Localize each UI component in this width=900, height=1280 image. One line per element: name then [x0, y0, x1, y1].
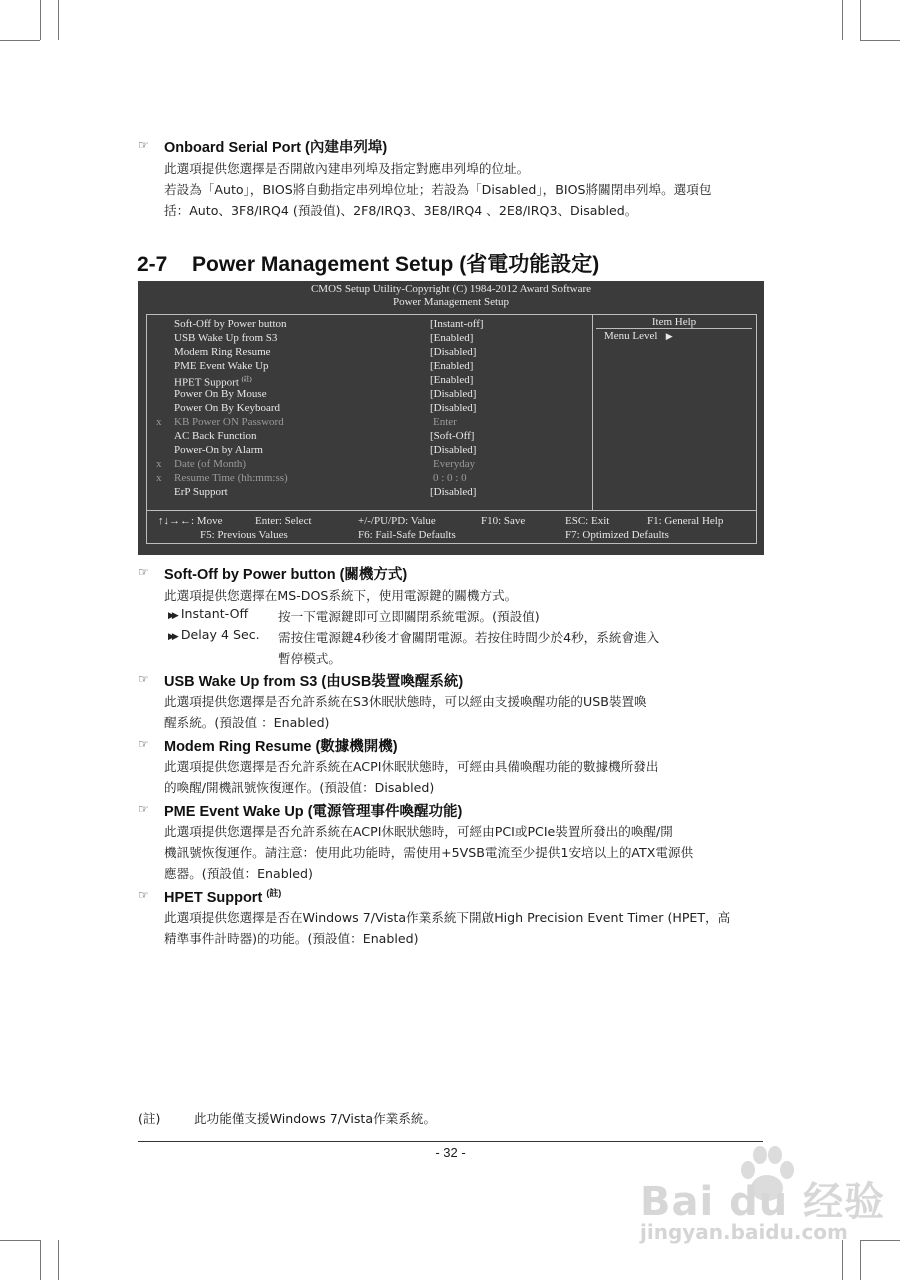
bios-row-label: Power On By Mouse	[174, 388, 267, 400]
bios-row-value: Enter	[433, 416, 457, 428]
bios-row-note: (註)	[241, 377, 252, 383]
crop-mark	[860, 1240, 861, 1280]
key-save: F10: Save	[481, 515, 526, 527]
bios-row-value: [Instant-off]	[430, 318, 484, 330]
text-line: 醒系統。(預設值 ：Enabled)	[164, 715, 330, 730]
bios-row-value: [Enabled]	[430, 332, 474, 344]
bios-row-value: [Disabled]	[430, 444, 477, 456]
bios-row-label: USB Wake Up from S3	[174, 332, 278, 344]
bios-row-label: ErP Support	[174, 486, 228, 498]
crop-mark	[40, 1240, 41, 1280]
softoff-heading: Soft-Off by Power button (關機方式)	[164, 567, 408, 583]
footnote-mark: (註)	[138, 1111, 161, 1126]
bios-title-line1: CMOS Setup Utility-Copyright (C) 1984-2012 Award Software	[310, 283, 592, 295]
pme-heading: PME Event Wake Up (電源管理事件喚醒功能)	[164, 804, 463, 820]
text-line: 暫停模式。	[278, 651, 341, 666]
crop-mark	[58, 1240, 59, 1280]
key-optimized: F7: Optimized Defaults	[565, 529, 669, 541]
key-previous: F5: Previous Values	[200, 529, 288, 541]
bios-screenshot	[138, 281, 764, 555]
bios-row-value: [Disabled]	[430, 402, 477, 414]
crop-mark	[58, 0, 59, 40]
key-exit: ESC: Exit	[565, 515, 610, 527]
bios-row-value: [Disabled]	[430, 486, 477, 498]
crop-mark	[842, 1240, 843, 1280]
pointing-hand-icon: ☞	[138, 138, 149, 152]
watermark-logo: Bai du 经验	[640, 1179, 886, 1225]
pointing-hand-icon: ☞	[138, 565, 149, 579]
option-desc	[278, 627, 659, 669]
text-line: 此選項提供您選擇是否在Windows 7/Vista作業系統下開啟High Precision Event Timer (HPET，高	[164, 910, 731, 925]
bios-row-value: [Disabled]	[430, 388, 477, 400]
key-enter: Enter: Select	[255, 515, 312, 527]
option-name	[168, 606, 248, 621]
text-line: 若設為「Auto」，BIOS將自動指定串列埠位址；若設為「Disabled」，BIOS將關閉串列埠。選項包	[164, 182, 712, 197]
text-line: 精準事件計時器)的功能。(預設值：Enabled)	[164, 931, 419, 946]
menu-level-label: Menu Level	[604, 330, 658, 342]
bios-row-label: PME Event Wake Up	[174, 360, 269, 372]
section-number: 2-7	[137, 253, 168, 276]
text-line: 按一下電源鍵即可立即關閉系統電源。(預設值)	[278, 609, 540, 624]
disabled-marker: x	[156, 472, 162, 484]
pme-paragraph	[164, 821, 764, 884]
double-arrow-icon: ▶▶	[168, 632, 176, 642]
bios-row-label: Resume Time (hh:mm:ss)	[174, 472, 288, 484]
crop-mark	[860, 40, 900, 41]
pointing-hand-icon: ☞	[138, 888, 149, 902]
bios-row-value: [Enabled]	[430, 360, 474, 372]
crop-mark	[860, 1240, 900, 1241]
softoff-intro	[164, 585, 764, 606]
bios-row-label: Power-On by Alarm	[174, 444, 263, 456]
bios-row-label: Date (of Month)	[174, 458, 247, 470]
bios-title-line2: Power Management Setup	[392, 296, 510, 308]
text-line: 應器。(預設值：Enabled)	[164, 866, 313, 881]
hpet-paragraph	[164, 907, 764, 949]
bios-row-value: Everyday	[433, 458, 476, 470]
bios-divider	[146, 510, 757, 511]
crop-mark	[860, 0, 861, 40]
option-name-text: Instant-Off	[180, 606, 249, 621]
bios-row-value: [Disabled]	[430, 346, 477, 358]
crop-mark	[842, 0, 843, 40]
bios-row-label: Modem Ring Resume	[174, 346, 271, 358]
bios-divider	[592, 314, 593, 510]
menu-level	[604, 330, 673, 342]
pointing-hand-icon: ☞	[138, 672, 149, 686]
text-line: 機訊號恢復運作。請注意：使用此功能時，需使用+5VSB電流至少提供1安培以上的ATX電源供	[164, 845, 694, 860]
hpet-heading-text: HPET Support	[164, 889, 263, 906]
page-number: - 32 -	[435, 1145, 466, 1160]
key-help: F1: General Help	[647, 515, 724, 527]
key-move: ↑↓→←: Move	[158, 515, 223, 527]
pointing-hand-icon: ☞	[138, 802, 149, 816]
footnote-text: 此功能僅支援Windows 7/Vista作業系統。	[194, 1111, 437, 1126]
bios-row-label: Soft-Off by Power button	[174, 318, 287, 330]
text-line: 的喚醒/開機訊號恢復運作。(預設值：Disabled)	[164, 780, 435, 795]
usbwake-paragraph	[164, 691, 764, 733]
text-line: 此選項提供您選擇在MS-DOS系統下，使用電源鍵的關機方式。	[164, 588, 518, 603]
bios-row-value: 0 : 0 : 0	[433, 472, 467, 484]
option-name-text: Delay 4 Sec.	[180, 627, 260, 642]
option-name	[168, 627, 260, 642]
key-value: +/-/PU/PD: Value	[358, 515, 436, 527]
text-line: 此選項提供您選擇是否允許系統在S3休眠狀態時，可以經由支援喚醒功能的USB裝置喚	[164, 694, 647, 709]
key-failsafe: F6: Fail-Safe Defaults	[358, 529, 456, 541]
bios-row-label: KB Power ON Password	[174, 416, 284, 428]
hpet-heading	[164, 886, 281, 906]
bios-row-label: Power On By Keyboard	[174, 402, 281, 414]
bios-row-label: AC Back Function	[174, 430, 257, 442]
crop-mark	[40, 0, 41, 40]
text-line: 此選項提供您選擇是否允許系統在ACPI休眠狀態時，可經由PCI或PCIe裝置所發出的喚醒/開	[164, 824, 673, 839]
footer-rule	[138, 1141, 763, 1142]
text-line: 此選項提供您選擇是否允許系統在ACPI休眠狀態時，可經由具備喚醒功能的數據機所發出	[164, 759, 659, 774]
double-arrow-icon: ▶▶	[168, 611, 176, 621]
disabled-marker: x	[156, 416, 162, 428]
modem-paragraph	[164, 756, 764, 798]
pointing-hand-icon: ☞	[138, 737, 149, 751]
bios-row-label-text: HPET Support	[174, 376, 239, 389]
text-line: 此選項提供您選擇是否開啟內建串列埠及指定對應串列埠的位址。	[164, 161, 530, 176]
serial-heading: Onboard Serial Port (內建串列埠)	[164, 140, 388, 156]
bios-row-value: [Soft-Off]	[430, 430, 475, 442]
triangle-right-icon: ▶	[665, 331, 673, 341]
usbwake-heading: USB Wake Up from S3 (由USB裝置喚醒系統)	[164, 674, 464, 690]
section-title-text: Power Management Setup (省電功能設定)	[192, 253, 600, 276]
bios-row-value: [Enabled]	[430, 374, 474, 386]
crop-mark	[0, 1240, 40, 1241]
disabled-marker: x	[156, 458, 162, 470]
text-line: 需按住電源鍵4秒後才會關閉電源。若按住時間少於4秒，系統會進入	[278, 630, 660, 645]
watermark-url: jingyan.baidu.com	[640, 1220, 848, 1244]
text-line: 括：Auto、3F8/IRQ4 (預設值)、2F8/IRQ3、3E8/IRQ4 、2E8/IRQ3、Disabled。	[164, 203, 638, 218]
modem-heading: Modem Ring Resume (數據機開機)	[164, 739, 398, 755]
section-title	[137, 248, 599, 278]
serial-paragraph	[164, 158, 764, 221]
hpet-note: (註)	[266, 888, 282, 898]
item-help-title: Item Help	[596, 316, 752, 329]
option-desc	[278, 606, 540, 627]
footnote	[138, 1108, 436, 1127]
crop-mark	[0, 40, 40, 41]
